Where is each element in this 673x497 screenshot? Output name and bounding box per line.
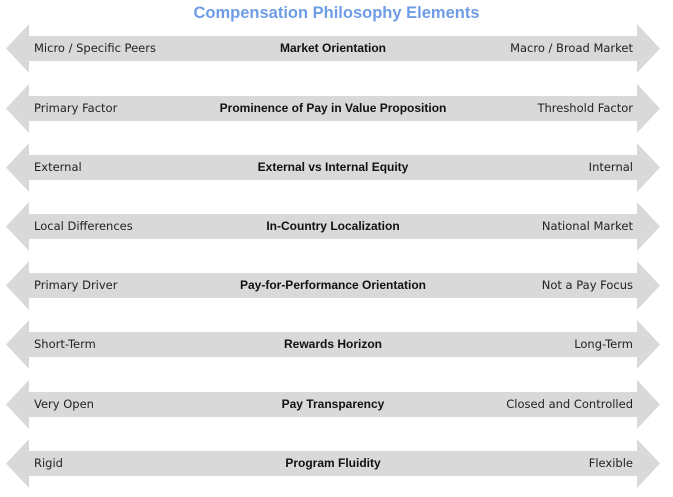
left-extreme-label: Primary Driver [34,278,118,292]
left-extreme-label: Short-Term [34,337,96,351]
spectrum-row-equity [6,143,660,192]
right-extreme-label: Long-Term [574,337,633,351]
spectrum-row-program-fluidity [6,439,660,488]
spectrum-row-pay-transparency [6,380,660,429]
spectrum-row-localization [6,202,660,251]
left-extreme-label: Local Differences [34,219,133,233]
right-extreme-label: Internal [588,160,633,174]
spectrum-row-rewards-horizon [6,320,660,369]
diagram-title: Compensation Philosophy Elements [193,4,480,22]
dimension-label: Rewards Horizon [283,337,382,351]
spectrum-row-pay-prominence [6,84,660,133]
dimension-label: In-Country Localization [266,219,400,233]
dimension-label: Pay Transparency [281,397,385,411]
right-extreme-label: Threshold Factor [537,101,633,115]
right-extreme-label: Closed and Controlled [506,397,633,411]
right-extreme-label: Macro / Broad Market [510,41,633,55]
dimension-label: Pay-for-Performance Orientation [239,278,427,292]
left-extreme-label: Primary Factor [34,101,118,115]
right-extreme-label: Flexible [588,456,633,470]
left-extreme-label: Rigid [34,456,63,470]
right-extreme-label: Not a Pay Focus [541,278,633,292]
left-extreme-label: Micro / Specific Peers [34,41,156,55]
right-extreme-label: National Market [541,219,633,233]
dimension-label: Program Fluidity [285,456,381,470]
left-extreme-label: External [34,160,82,174]
dimension-label: Market Orientation [279,41,387,55]
dimension-label: Prominence of Pay in Value Proposition [219,101,447,115]
dimension-label: External vs Internal Equity [257,160,409,174]
spectrum-row-market-orientation [6,24,660,73]
left-extreme-label: Very Open [34,397,94,411]
spectrum-row-pay-for-performance [6,261,660,310]
